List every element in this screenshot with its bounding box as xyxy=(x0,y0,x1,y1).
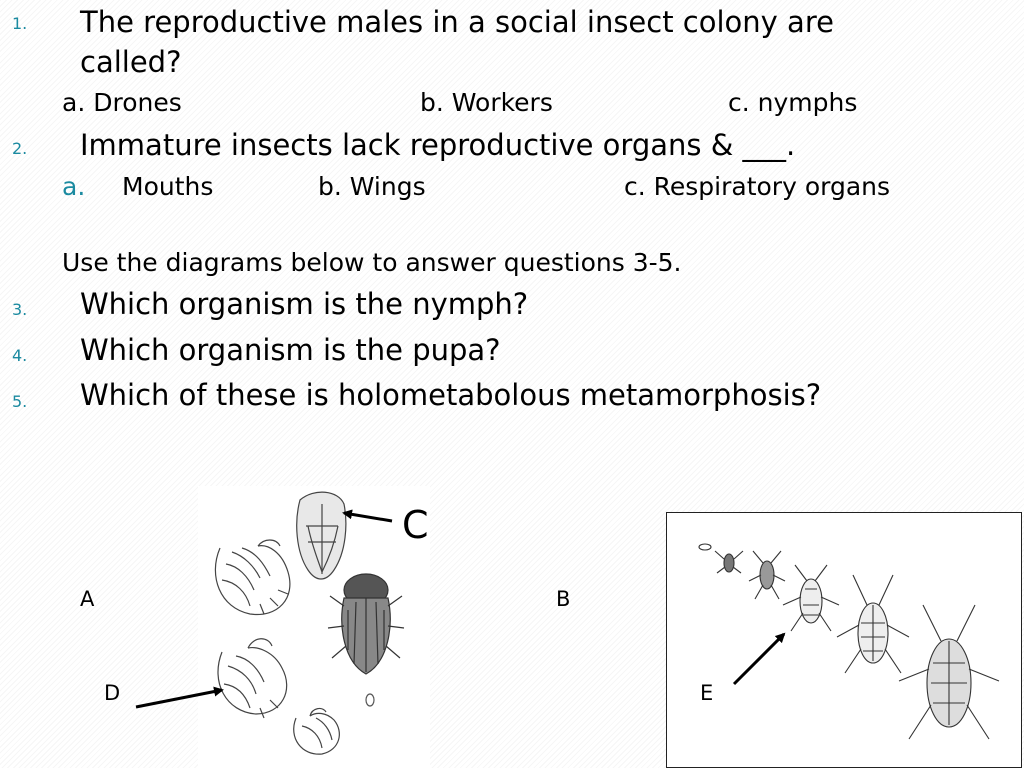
question-1-option-a: a. Drones xyxy=(62,88,182,117)
question-5-text: Which of these is holometabolous metamorphosis? xyxy=(80,378,822,412)
question-2-option-b: b. Wings xyxy=(318,172,426,201)
diagram-label-d: D xyxy=(104,681,121,705)
diagram-label-b: B xyxy=(556,587,571,611)
question-number-2: 2. xyxy=(12,139,28,158)
question-number-3: 3. xyxy=(12,300,28,319)
question-1-option-c: c. nymphs xyxy=(728,88,858,117)
question-2-option-a-letter: a. xyxy=(62,172,86,201)
diagram-label-a: A xyxy=(80,587,95,611)
question-2-text: Immature insects lack reproductive organs & ___. xyxy=(80,128,796,162)
beetle-life-cycle-drawing xyxy=(198,486,430,768)
instruction-text: Use the diagrams below to answer questions 3-5. xyxy=(62,248,682,277)
diagram-label-c: C xyxy=(402,503,429,547)
question-2-option-a: Mouths xyxy=(122,172,214,201)
question-3-text: Which organism is the nymph? xyxy=(80,287,529,321)
diagram-label-e: E xyxy=(700,681,714,705)
question-number-5: 5. xyxy=(12,392,28,411)
question-number-4: 4. xyxy=(12,346,28,365)
question-number-1: 1. xyxy=(12,14,28,33)
question-2-option-c: c. Respiratory organs xyxy=(624,172,891,201)
nymph-stages-drawing xyxy=(667,513,1021,767)
question-1-text-line2: called? xyxy=(80,45,182,79)
nymph-stages-image xyxy=(666,512,1022,768)
question-4-text: Which organism is the pupa? xyxy=(80,333,501,367)
beetle-life-cycle-image xyxy=(198,486,430,768)
question-1-text-line1: The reproductive males in a social insect colony are xyxy=(80,5,834,39)
question-1-option-b: b. Workers xyxy=(420,88,553,117)
